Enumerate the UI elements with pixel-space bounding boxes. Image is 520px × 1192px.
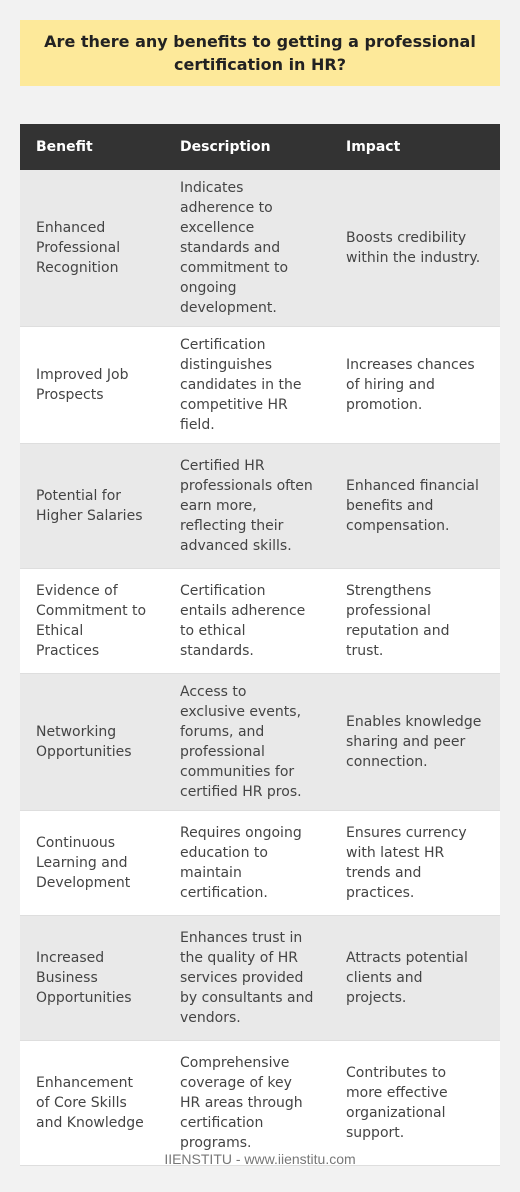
header-impact: Impact bbox=[346, 139, 401, 155]
benefit-cell: Continuous Learning and Development bbox=[20, 811, 164, 916]
table-row bbox=[20, 1041, 500, 1166]
benefit-cell: Enhanced Professional Recognition bbox=[20, 170, 164, 327]
benefits-table-container bbox=[20, 124, 500, 1166]
description-cell: Access to exclusive events, forums, and professional communities for certified HR pros. bbox=[164, 674, 330, 811]
footer-credit: IIENSTITU - www.iienstitu.com bbox=[164, 1151, 356, 1167]
table-header-row bbox=[20, 124, 500, 170]
benefit-cell: Evidence of Commitment to Ethical Practices bbox=[20, 569, 164, 674]
table-row bbox=[20, 916, 500, 1041]
description-cell: Certification entails adherence to ethical standards. bbox=[164, 569, 330, 674]
description-cell: Certified HR professionals often earn more, reflecting their advanced skills. bbox=[164, 444, 330, 569]
benefit-cell: Enhancement of Core Skills and Knowledge bbox=[20, 1041, 164, 1166]
impact-cell: Ensures currency with latest HR trends and practices. bbox=[330, 811, 500, 916]
header-description: Description bbox=[180, 139, 271, 155]
impact-cell: Contributes to more effective organizational support. bbox=[330, 1041, 500, 1166]
description-cell: Requires ongoing education to maintain certification. bbox=[164, 811, 330, 916]
title-banner bbox=[20, 20, 500, 86]
header-benefit: Benefit bbox=[36, 139, 93, 155]
impact-cell: Strengthens professional reputation and trust. bbox=[330, 569, 500, 674]
table-row bbox=[20, 444, 500, 569]
description-cell: Certification distinguishes candidates in the competitive HR field. bbox=[164, 327, 330, 444]
description-cell: Indicates adherence to excellence standards and commitment to ongoing development. bbox=[164, 170, 330, 327]
page-title: Are there any benefits to getting a professional certification in HR? bbox=[44, 32, 476, 74]
benefit-cell: Improved Job Prospects bbox=[20, 327, 164, 444]
benefit-cell: Potential for Higher Salaries bbox=[20, 444, 164, 569]
benefit-cell: Networking Opportunities bbox=[20, 674, 164, 811]
impact-cell: Increases chances of hiring and promotion. bbox=[330, 327, 500, 444]
impact-cell: Enables knowledge sharing and peer connection. bbox=[330, 674, 500, 811]
impact-cell: Attracts potential clients and projects. bbox=[330, 916, 500, 1041]
impact-cell: Enhanced financial benefits and compensation. bbox=[330, 444, 500, 569]
benefit-cell: Increased Business Opportunities bbox=[20, 916, 164, 1041]
table-row bbox=[20, 327, 500, 444]
table-row bbox=[20, 170, 500, 327]
table-row bbox=[20, 674, 500, 811]
table-row bbox=[20, 569, 500, 674]
impact-cell: Boosts credibility within the industry. bbox=[330, 170, 500, 327]
description-cell: Comprehensive coverage of key HR areas through certification programs. bbox=[164, 1041, 330, 1166]
description-cell: Enhances trust in the quality of HR services provided by consultants and vendors. bbox=[164, 916, 330, 1041]
benefits-table bbox=[20, 124, 500, 1166]
table-row bbox=[20, 811, 500, 916]
